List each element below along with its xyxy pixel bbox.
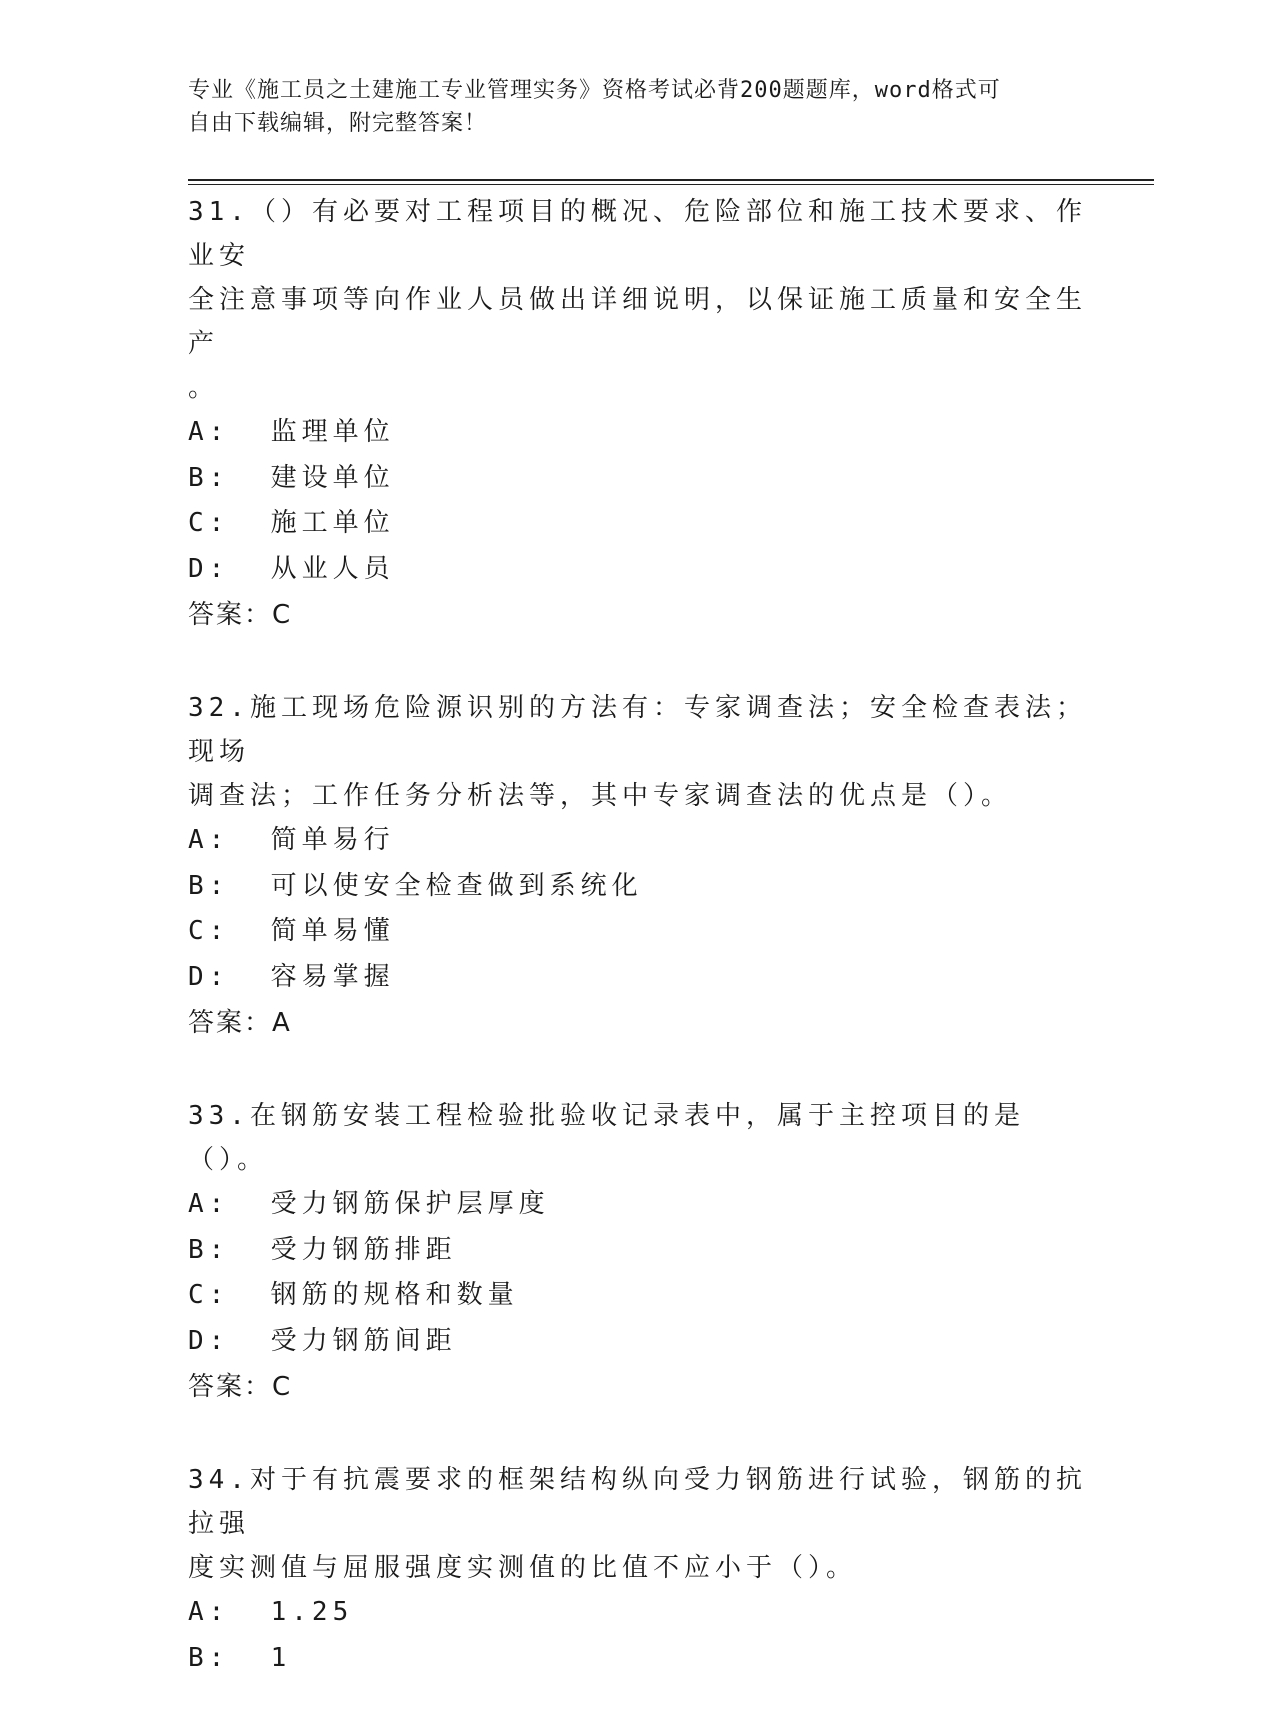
question-text-line: 度实测值与屈服强度实测值的比值不应小于（）。 [188, 1553, 858, 1583]
question-list [188, 190, 1088, 1729]
answer-line [188, 592, 1088, 638]
question-text-line: 。 [188, 373, 220, 403]
answer-line [188, 1000, 1088, 1046]
question-text-line: 全注意事项等向作业人员做出详细说明，以保证施工质量和安全生产 [188, 285, 1088, 359]
question-block [188, 1458, 1088, 1681]
document-header [188, 74, 1068, 140]
option-item: D: 受力钢筋间距 [188, 1325, 457, 1356]
option-item: C: 简单易懂 [188, 916, 395, 946]
option-item: B: 建设单位 [188, 462, 395, 493]
answer-value: A [272, 1008, 292, 1038]
option-item: D: 容易掌握 [188, 961, 395, 992]
answer-label: 答案： [188, 1372, 273, 1402]
option-item: C: 钢筋的规格和数量 [188, 1280, 519, 1310]
option-item: A: 监理单位 [188, 417, 395, 447]
question-block [188, 686, 1088, 1046]
answer-value: C [272, 1372, 293, 1402]
question-text-line: 32.施工现场危险源识别的方法有：专家调查法；安全检查表法；现场 [188, 693, 1087, 767]
option-item: C: 施工单位 [188, 508, 395, 538]
question-block [188, 1094, 1088, 1410]
option-item: B: 可以使安全检查做到系统化 [188, 870, 643, 901]
question-text-line: 33.在钢筋安装工程检验批验收记录表中，属于主控项目的是（）。 [188, 1101, 1025, 1175]
question-text-line: 31.（）有必要对工程项目的概况、危险部位和施工技术要求、作业安 [188, 197, 1087, 271]
answer-line [188, 1364, 1088, 1410]
header-line-1: 专业《施工员之土建施工专业管理实务》资格考试必背200题题库，word格式可 [188, 78, 1001, 103]
question-text-line: 34.对于有抗震要求的框架结构纵向受力钢筋进行试验，钢筋的抗拉强 [188, 1465, 1087, 1539]
option-item: B: 1 [188, 1642, 292, 1673]
question-block [188, 190, 1088, 638]
answer-value: C [272, 600, 293, 630]
option-item: A: 1.25 [188, 1597, 354, 1627]
option-item: A: 受力钢筋保护层厚度 [188, 1189, 550, 1219]
header-rule-thick [188, 179, 1154, 181]
answer-label: 答案： [188, 1008, 273, 1038]
option-item: D: 从业人员 [188, 553, 395, 584]
header-rule-thin [188, 184, 1154, 185]
answer-label: 答案： [188, 600, 273, 630]
question-text-line: 调查法；工作任务分析法等，其中专家调查法的优点是（）。 [188, 781, 1013, 811]
option-item: A: 简单易行 [188, 825, 395, 855]
header-line-2: 自由下载编辑，附完整答案！ [188, 111, 488, 136]
option-item: B: 受力钢筋排距 [188, 1234, 457, 1265]
